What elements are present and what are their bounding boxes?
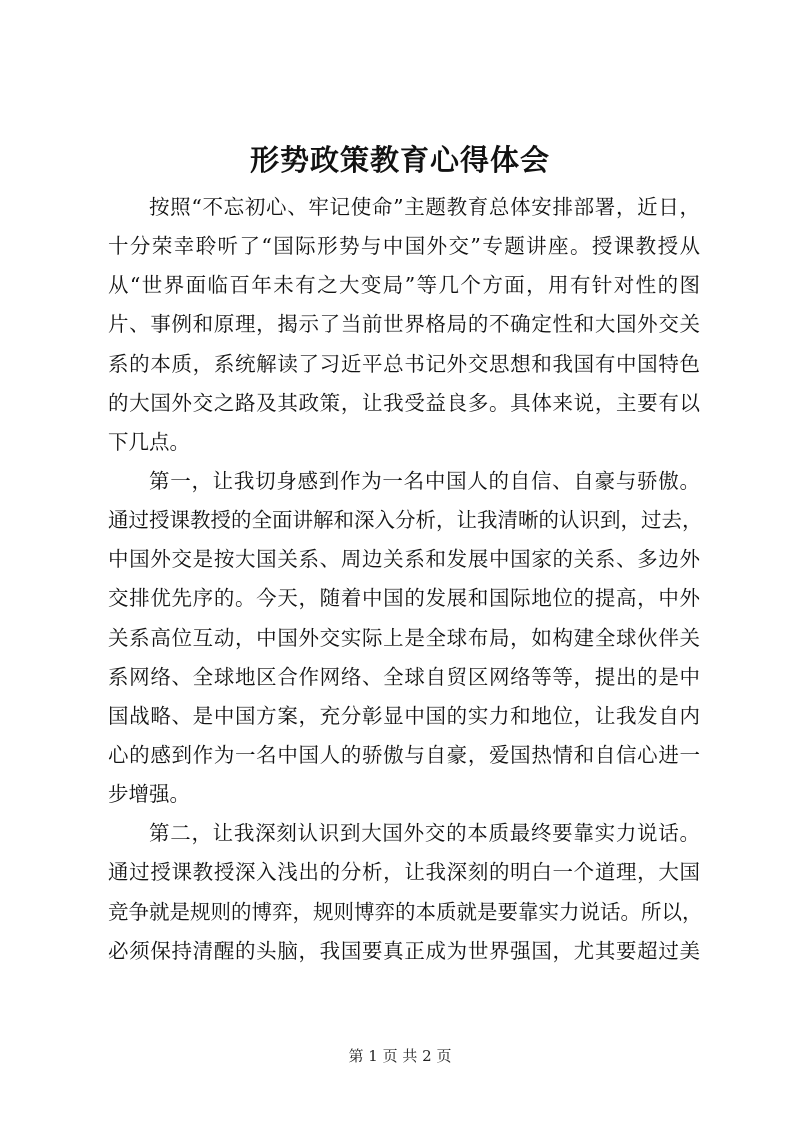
- paragraph-line: 交排优先序的。今天，随着中国的发展和国际地位的提高，中外: [108, 586, 700, 611]
- document-title: 形势政策教育心得体会: [249, 143, 550, 177]
- paragraph-line: 片、事例和原理，揭示了当前世界格局的不确定性和大国外交关: [108, 312, 700, 337]
- paragraph-line: 通过授课教授深入浅出的分析，让我深刻的明白一个道理，大国: [108, 860, 700, 885]
- paragraph-line: 从“世界面临百年未有之大变局”等几个方面，用有针对性的图: [108, 273, 700, 298]
- paragraph-line: 必须保持清醒的头脑，我国要真正成为世界强国，尤其要超过美: [108, 938, 700, 963]
- paragraph-line: 第一，让我切身感到作为一名中国人的自信、自豪与骄傲。: [149, 468, 700, 493]
- paragraph-line: 第二，让我深刻认识到大国外交的本质最终要靠实力说话。: [149, 821, 700, 846]
- paragraph-line: 竞争就是规则的博弈，规则博弈的本质就是要靠实力说话。所以，: [108, 899, 703, 924]
- paragraph-line: 下几点。: [108, 429, 190, 454]
- paragraph-line: 系网络、全球地区合作网络、全球自贸区网络等等，提出的是中: [108, 664, 700, 689]
- paragraph-line: 按照“不忘初心、牢记使命”主题教育总体安排部署，近日，: [149, 195, 700, 219]
- document-body: [108, 188, 703, 971]
- paragraph-line: 十分荣幸聆听了“国际形势与中国外交”专题讲座。授课教授从: [108, 234, 700, 259]
- paragraph-line: 步增强。: [108, 782, 190, 807]
- paragraph-line: 国战略、是中国方案，充分彰显中国的实力和地位，让我发自内: [108, 703, 700, 728]
- page-number: 第 1 页 共 2 页: [348, 1047, 452, 1065]
- paragraph-line: 中国外交是按大国关系、周边关系和发展中国家的关系、多边外: [108, 547, 700, 572]
- paragraph-line: 系的本质，系统解读了习近平总书记外交思想和我国有中国特色: [108, 351, 700, 376]
- paragraph-line: 通过授课教授的全面讲解和深入分析，让我清晰的认识到，过去，: [108, 508, 703, 533]
- paragraph-line: 心的感到作为一名中国人的骄傲与自豪，爱国热情和自信心进一: [108, 742, 700, 767]
- paragraph-line: 的大国外交之路及其政策，让我受益良多。具体来说，主要有以: [108, 390, 700, 415]
- paragraph-line: 关系高位互动，中国外交实际上是全球布局，如构建全球伙伴关: [108, 625, 700, 650]
